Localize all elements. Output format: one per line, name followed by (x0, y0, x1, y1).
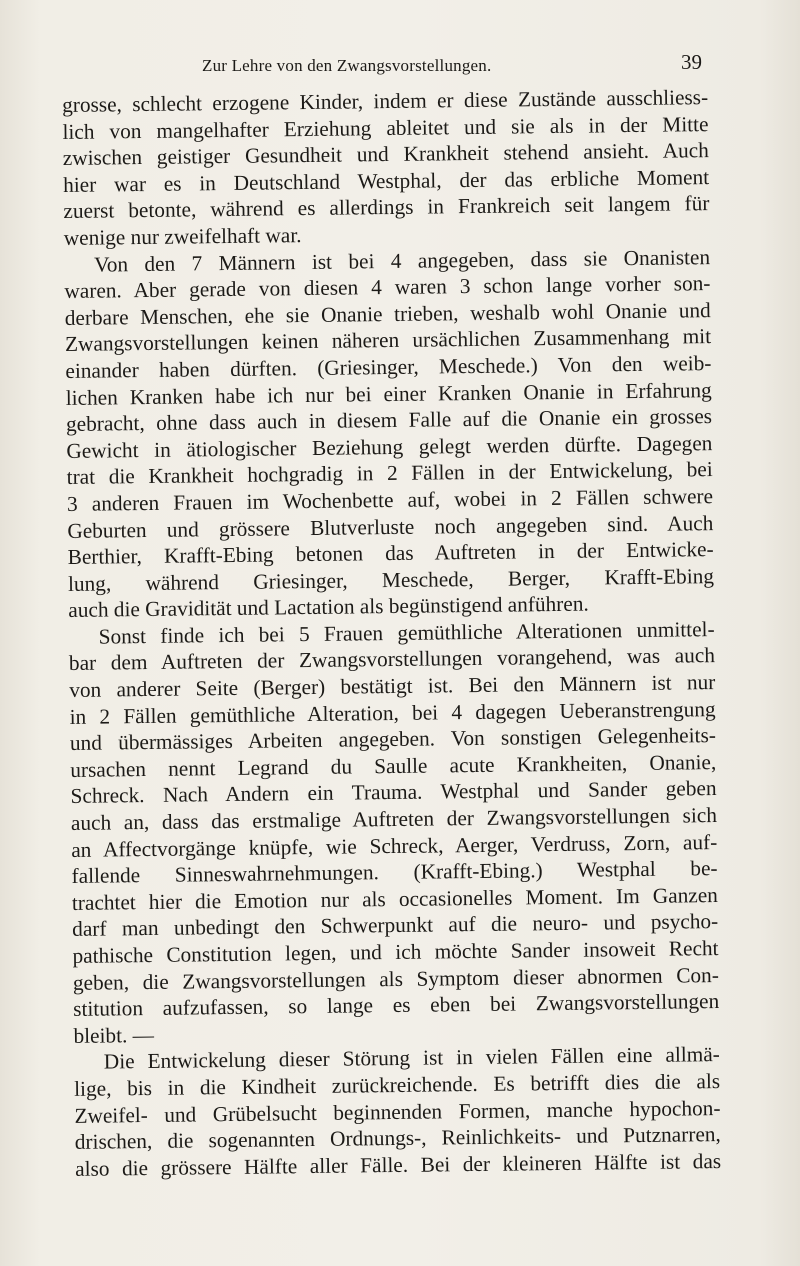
text-line: geben, die Zwangsvorstellungen als Symptom dieser abnormen Con- (72, 962, 719, 995)
text-line: trachtet hier die Emotion nur als occasionelles Moment. Im Ganzen (71, 882, 719, 915)
body-text (62, 84, 721, 1182)
text-line: grosse, schlecht erzogene Kinder, indem er diese Zustände ausschliess- (62, 85, 709, 117)
text-line: stitution aufzufassen, so lange es eben bei Zwangsvorstellungen (73, 989, 720, 1022)
text-line: gebracht, ohne dass auch in diesem Falle auf die Onanie ein grosses (65, 404, 713, 437)
text-line: 3 anderen Frauen im Wochenbette auf, wobei in 2 Fällen schwere (66, 483, 714, 516)
page-number: 39 (681, 50, 702, 74)
text-line: waren. Aber gerade von diesen 4 waren 3 schon lange vorher son- (64, 271, 711, 304)
text-line: lung, während Griesinger, Meschede, Berger, Krafft-Ebing (67, 563, 715, 596)
text-line: Zwangsvorstellungen keinen näheren ursächlichen Zusammenhang mit (64, 324, 712, 357)
text-line: pathische Constitution legen, und ich möchte Sander insoweit Recht (72, 936, 719, 968)
text-line: in 2 Fällen gemüthliche Alteration, bei 4 dagegen Ueberanstrengung (69, 696, 716, 729)
text-line: derbare Menschen, ehe sie Onanie trieben, weshalb wohl Onanie und (64, 297, 711, 330)
running-title: Zur Lehre von den Zwangsvorstellungen. (202, 56, 492, 75)
text-line: also die grössere Hälfte aller Fälle. Bei der kleineren Hälfte ist das (75, 1148, 722, 1181)
text-line: Sonst finde ich bei 5 Frauen gemüthliche Alterationen unmittel- (98, 616, 715, 649)
text-line: Berthier, Krafft-Ebing betonen das Auftreten in der Entwicke- (67, 537, 714, 570)
text-line: trat die Krankheit hochgradig in 2 Fällen in der Entwickelung, bei (66, 457, 713, 490)
text-line: an Affectvorgänge knüpfe, wie Schreck, Aerger, Verdruss, Zorn, auf- (71, 829, 718, 862)
text-line: hier war es in Deutschland Westphal, der das erbliche Moment (62, 164, 710, 197)
text-line: einander haben dürften. (Griesinger, Meschede.) Von den weib- (65, 351, 712, 383)
text-line: Die Entwickelung dieser Störung ist in vielen Fällen eine allmä- (103, 1042, 720, 1074)
text-line: wenige nur zweifelhaft war. (63, 223, 302, 250)
text-line: Zweifel- und Grübelsucht beginnenden Formen, manche hypochon- (74, 1095, 721, 1128)
text-line: Von den 7 Männern ist bei 4 angegeben, dass sie Onanisten (93, 244, 711, 277)
text-line: zuerst betonte, während es allerdings in Frankreich seit langem für (63, 191, 710, 224)
text-line: von anderer Seite (Berger) bestätigt ist. Bei den Männern ist nur (69, 670, 716, 703)
text-line: ursachen nennt Legrand du Saulle acute Krankheiten, Onanie, (70, 749, 717, 782)
text-line: und übermässiges Arbeiten angegeben. Von sonstigen Gelegenheits- (69, 723, 717, 756)
text-line: zwischen geistiger Gesundheit und Krankheit stehend ansieht. Auch (62, 138, 709, 171)
text-line: Gewicht in ätiologischer Beziehung gelegt werden dürfte. Dagegen (66, 430, 713, 463)
text-line: Schreck. Nach Andern ein Trauma. Westphal und Sander geben (70, 776, 717, 809)
text-line: auch an, dass das erstmalige Auftreten der Zwangsvorstellungen sich (70, 803, 718, 835)
text-line: lige, bis in die Kindheit zurückreichende. Es betrifft dies die als (74, 1069, 721, 1101)
text-line: darf man unbedingt den Schwerpunkt auf die neuro- und psycho- (72, 909, 719, 942)
text-line: Geburten und grössere Blutverluste noch angegeben sind. Auch (67, 510, 714, 543)
text-line: fallende Sinneswahrnehmungen. (Krafft-Ebing.) Westphal be- (71, 856, 718, 889)
text-line: bar dem Auftreten der Zwangsvorstellungen vorangehend, was auch (68, 643, 716, 676)
text-line: lich von mangelhafter Erziehung ableitet und sie als in der Mitte (62, 111, 709, 144)
text-line: bleibt. — (73, 1022, 155, 1048)
text-line: auch die Gravidität und Lactation als begünstigend anführen. (68, 591, 589, 623)
text-line: lichen Kranken habe ich nur bei einer Kranken Onanie in Erfahrung (65, 377, 712, 410)
text-line: drischen, die sogenannten Ordnungs-, Reinlichkeits- und Putznarren, (74, 1122, 721, 1155)
page-header (62, 50, 702, 80)
